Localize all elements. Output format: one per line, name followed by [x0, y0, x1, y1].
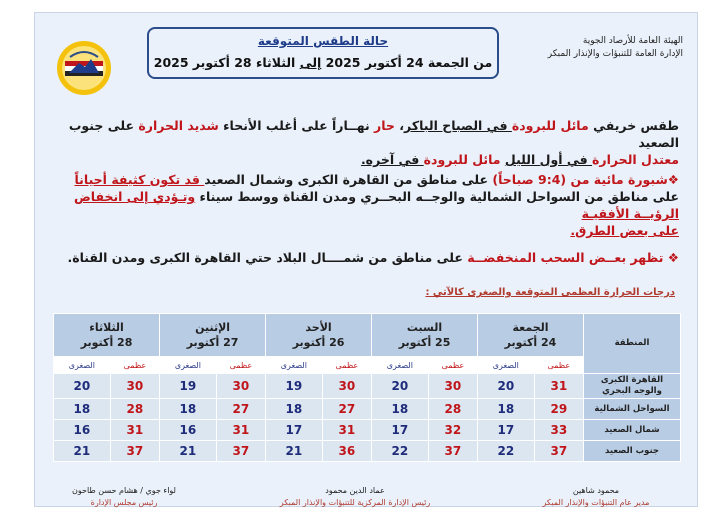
min-label: الصغرى — [54, 357, 111, 374]
min-temp: 18 — [160, 399, 217, 420]
max-temp: 36 — [322, 441, 371, 462]
signature-3 — [49, 485, 199, 509]
table-row — [54, 420, 681, 441]
fc-highlight: قد تكون كثيفة أحياناً — [74, 172, 205, 187]
forecast-paragraph-3 — [49, 249, 679, 266]
table-row — [54, 441, 681, 462]
min-label: الصغرى — [478, 357, 535, 374]
fc-text: على جنوب الصعيد — [68, 118, 679, 150]
temperature-table — [53, 313, 681, 462]
max-temp: 37 — [216, 441, 265, 462]
fc-text: على مناطق من شمــــال البلاد حتي القاهرة الكبرى ومدن القناة. — [67, 250, 468, 265]
min-temp: 18 — [478, 399, 535, 420]
min-temp: 19 — [160, 374, 217, 399]
fc-highlight: على بعض الطرق. — [570, 223, 679, 238]
max-temp: 27 — [322, 399, 371, 420]
max-label: عظمى — [322, 357, 371, 374]
region-header: المنطقة — [584, 314, 681, 374]
min-label: الصغرى — [372, 357, 429, 374]
max-temp: 30 — [216, 374, 265, 399]
fc-highlight: شديد الحرارة — [138, 118, 219, 133]
fc-highlight: وتـؤدي إلى انخفاض الرؤيــة الأفقيـة — [73, 189, 679, 221]
page-title: حالة الطقس المتوقعة — [257, 34, 389, 48]
region-name: السواحل الشمالية — [584, 399, 681, 420]
date-to-word: إلى — [299, 55, 322, 70]
fc-bullet: ❖ — [663, 250, 679, 265]
signature-name: محمود شاهين — [572, 486, 620, 495]
min-label: الصغرى — [160, 357, 217, 374]
min-temp: 17 — [266, 420, 323, 441]
max-temp: 30 — [322, 374, 371, 399]
fc-text: على مناطق من القاهرة الكبرى وشمال الصعيد — [204, 172, 488, 187]
day-header: السبت 25 أكتوبر — [372, 314, 478, 357]
fc-text: في آخره. — [360, 152, 424, 167]
weather-bulletin — [34, 12, 698, 507]
min-temp: 20 — [478, 374, 535, 399]
max-temp: 27 — [216, 399, 265, 420]
min-temp: 16 — [54, 420, 111, 441]
min-temp: 20 — [372, 374, 429, 399]
signature-2 — [235, 485, 475, 509]
fc-text: على مناطق من السواحل الشمالية والوجــه البحــري ومدن القناة ووسط سيناء — [195, 189, 679, 204]
max-temp: 28 — [428, 399, 477, 420]
fc-highlight: تظهر بعــض السحب المنخفضــة — [467, 250, 664, 265]
fc-highlight: حار — [374, 118, 395, 133]
table-row — [54, 399, 681, 420]
organization-header — [513, 35, 683, 61]
max-temp: 30 — [428, 374, 477, 399]
fc-highlight: مائل للبرودة — [423, 152, 505, 167]
temperature-table-title: درجات الحرارة العظمى المتوقعة والصغرى كالآتي : — [425, 287, 675, 298]
fc-text: ، — [394, 118, 405, 133]
fc-highlight: معتدل الحرارة — [592, 152, 679, 167]
min-temp: 22 — [372, 441, 429, 462]
signature-name: لواء جوي / هشام حسن طاحون — [72, 486, 176, 495]
org-line-2: الإدارة العامة للتنبؤات والإنذار المبكر — [547, 49, 683, 59]
day-header: الأحد 26 أكتوبر — [266, 314, 372, 357]
max-temp: 37 — [110, 441, 159, 462]
max-temp: 31 — [110, 420, 159, 441]
max-label: عظمى — [216, 357, 265, 374]
min-temp: 21 — [266, 441, 323, 462]
min-temp: 21 — [160, 441, 217, 462]
table-row — [54, 374, 681, 399]
min-temp: 17 — [372, 420, 429, 441]
min-label: الصغرى — [266, 357, 323, 374]
org-line-1: الهيئة العامة للأرصاد الجوية — [582, 36, 683, 46]
signature-name: عماد الدين محمود — [325, 486, 385, 495]
fc-highlight: مائل للبرودة — [511, 118, 589, 133]
forecast-paragraph-2 — [49, 171, 679, 239]
date-from: من الجمعة 24 أكتوبر 2025 — [325, 55, 493, 70]
min-temp: 17 — [478, 420, 535, 441]
fc-text: في الصباح الباكر — [404, 118, 512, 133]
region-name: جنوب الصعيد — [584, 441, 681, 462]
max-temp: 28 — [110, 399, 159, 420]
min-temp: 18 — [372, 399, 429, 420]
signature-1 — [511, 485, 681, 509]
max-temp: 29 — [534, 399, 583, 420]
max-temp: 37 — [428, 441, 477, 462]
signature-role: رئيس الإدارة المركزية للتنبؤات والإنذار المبكر — [279, 498, 431, 507]
max-temp: 37 — [534, 441, 583, 462]
day-header: الجمعة 24 أكتوبر — [478, 314, 584, 357]
min-temp: 18 — [266, 399, 323, 420]
max-temp: 31 — [216, 420, 265, 441]
max-label: عظمى — [534, 357, 583, 374]
date-to: الثلاثاء 28 أكتوبر 2025 — [153, 55, 296, 70]
fc-highlight: ❖شبورة مائية من (9:4 صباحاً) — [488, 172, 679, 187]
region-name: شمال الصعيد — [584, 420, 681, 441]
max-temp: 30 — [110, 374, 159, 399]
signature-role: مدير عام التنبؤات والإنذار المبكر — [542, 498, 650, 507]
day-header: الإثنين 27 أكتوبر — [160, 314, 266, 357]
title-box — [147, 27, 499, 79]
forecast-paragraph-1 — [49, 117, 679, 168]
signature-role: رئيس مجلس الإدارة — [90, 498, 158, 507]
meteorological-authority-logo — [55, 39, 113, 97]
min-temp: 16 — [160, 420, 217, 441]
date-range — [149, 55, 497, 70]
max-temp: 32 — [428, 420, 477, 441]
day-header: الثلاثاء 28 أكتوبر — [54, 314, 160, 357]
max-label: عظمى — [110, 357, 159, 374]
max-temp: 31 — [322, 420, 371, 441]
min-temp: 18 — [54, 399, 111, 420]
fc-text: في أول الليل — [504, 152, 593, 167]
fc-text: نهــاراً على أغلب الأنحاء — [218, 118, 375, 133]
min-temp: 21 — [54, 441, 111, 462]
min-temp: 20 — [54, 374, 111, 399]
fc-text: طقس خريفي — [588, 118, 679, 133]
max-temp: 31 — [534, 374, 583, 399]
min-temp: 19 — [266, 374, 323, 399]
min-temp: 22 — [478, 441, 535, 462]
region-name: القاهرة الكبرى والوجه البحري — [584, 374, 681, 399]
max-temp: 33 — [534, 420, 583, 441]
max-label: عظمى — [428, 357, 477, 374]
